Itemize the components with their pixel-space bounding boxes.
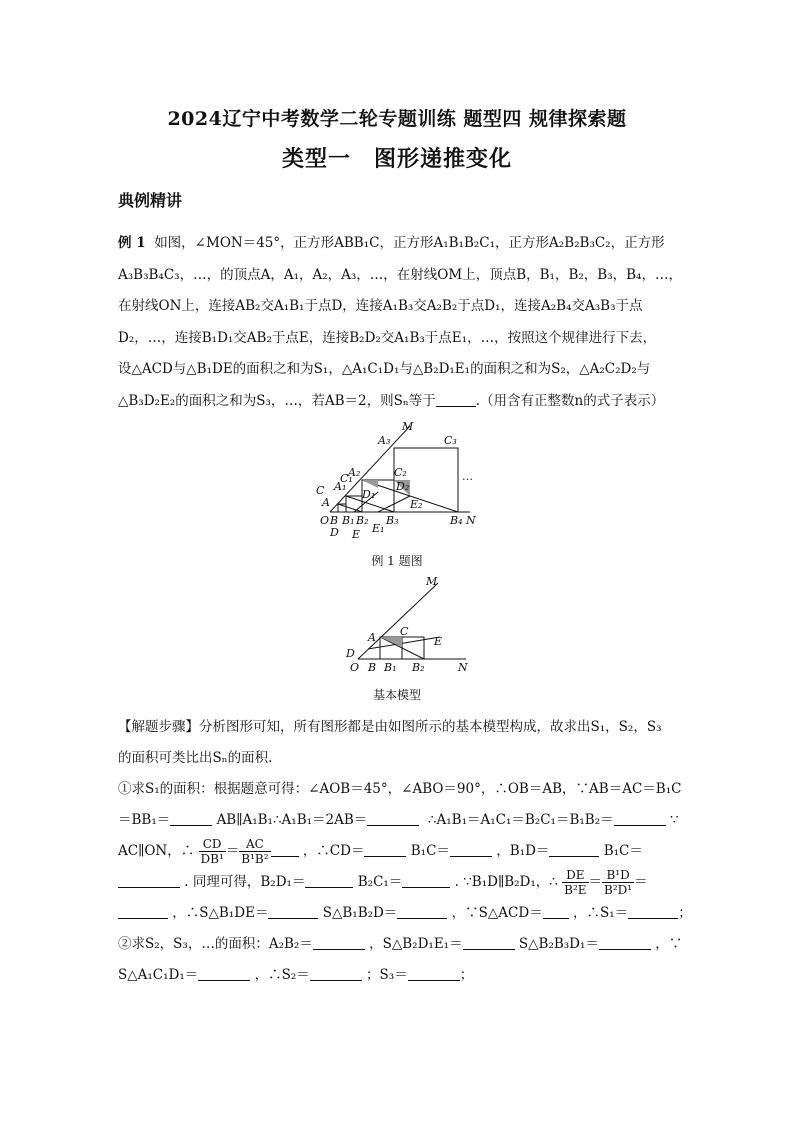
fig1-label-M: M [402,420,414,433]
fig1-label-B4: B₄ [450,514,463,527]
fig1-label-A: A [322,496,330,509]
figure-basic-model [340,575,480,675]
fig2-label-C: C [400,625,409,638]
blank-a2b2[interactable] [313,934,365,950]
blank-ratio[interactable] [271,841,299,857]
example-problem [118,228,682,417]
eq-sign-3: ＝ [634,874,648,890]
blank-s-a1c1d1[interactable] [198,965,250,981]
fig1-label-N: N [466,514,476,527]
fig2-label-B2: B₂ [412,661,425,674]
page-subtitle: 类型一 图形递推变化 [281,146,512,172]
fig1-label-O: O [320,514,330,527]
s1-text-i: B₁C＝ [603,843,643,859]
s2-text-a: ②求S₂，S₃，…的面积：A₂B₂＝ [118,936,313,952]
blank-cd-value[interactable] [450,841,492,857]
solution-lead: 【解题步骤】分析图形可知，所有图形都是由如图所示的基本模型构成，故求出S₁，S₂，S₃ [118,719,662,735]
frac1-den: DB¹ [200,852,224,866]
section-heading: 典例精讲 [118,191,183,210]
s1-text-o: ，∵S△ACD＝ [451,905,543,921]
blank-s-b1de[interactable] [268,903,318,919]
figure-example-1 [310,418,490,543]
fig2-label-N: N [458,661,468,674]
blank-cd[interactable] [364,841,406,857]
fig2-label-D: D [346,647,355,660]
fig1-label-E2: E₂ [410,498,423,511]
s1-text-e: AC∥ON，∴ [118,843,195,859]
solution-steps [118,712,692,991]
s1-text-c: ∴A₁B₁＝A₁C₁＝B₂C₁＝B₁B₂＝ [427,812,614,828]
example-line-7: .（用含有正整数n的式子表示） [475,392,665,409]
blank-s2[interactable] [310,965,362,981]
fig1-label-D2: D₂ [396,480,410,493]
s2-text-d: ，∵ [655,936,683,952]
page-title: 2024辽宁中考数学二轮专题训练 题型四 规律探索题 [167,108,627,130]
figure2-caption: 基本模型 [372,688,421,702]
fig1-label-C: C [316,484,325,497]
example-line-1: 如图，∠MON＝45°，正方形ABB₁C，正方形A₁B₁B₂C₁，正方形A₂B₂B₃C₂，正方形 [154,235,665,251]
fig1-label-D: D [330,526,339,539]
blank-s-b2d1e1[interactable] [463,934,515,950]
blank-b1d[interactable] [549,841,599,857]
fig1-label-C3: C₃ [444,434,457,447]
fig1-label-A2: A₂ [348,466,361,479]
blank-s-acd[interactable] [543,903,569,919]
semicolon-1: ； [678,905,692,921]
blank-s1[interactable] [628,903,678,919]
figure1-caption: 例 1 题图 [371,554,423,568]
fraction-cd-db1 [199,837,226,866]
example-line-3: 在射线ON上，连接AB₂交A₁B₁于点D，连接A₁B₃交A₂B₂于点D₁，连接A₂B₄交A₃B₃于点 [118,298,643,314]
fig2-label-E: E [434,635,443,648]
fig1-label-A1: A₁ [334,480,347,493]
frac2-num: AC [239,837,270,852]
fig2-label-O: O [350,661,360,674]
fig1-label-A3: A₃ [378,434,391,447]
blank-a1b1[interactable] [367,810,419,826]
fig1-label-B3: B₃ [386,514,399,527]
s2-text-e: S△A₁C₁D₁＝ [118,967,199,983]
frac2-den: B¹B² [241,852,269,866]
frac1-num: CD [199,837,226,852]
example-line-5: 设△ACD与△B₁DE的面积之和为S₁，△A₁C₁D₁与△B₂D₁E₁的面积之和为S₂，△A₂C₂D₂与 [118,361,651,377]
eq-sign-1: ＝ [225,843,240,859]
s1-text-d: ∵ [669,812,679,828]
s1-text-l: . ∵B₁D∥B₂D₁，∴ [454,874,558,890]
blank-b1d-value[interactable] [118,872,180,888]
frac3-num: DE [562,868,588,883]
blank-bb1[interactable] [170,810,212,826]
s1-text-h: ，B₁D＝ [496,843,550,859]
fig1-label-E: E [352,528,361,541]
fraction-ac-b1b2 [239,837,270,866]
blank-s-b2b3d1[interactable] [599,934,651,950]
s2-text-f: ，∴S₂＝ [254,967,310,983]
example-label: 例 1 [118,235,146,251]
fig2-label-A: A [368,631,376,644]
s2-text-c: S△B₂B₃D₁＝ [518,936,599,952]
blank-b2d1-value[interactable] [402,872,450,888]
blank-s3[interactable] [408,965,460,981]
fig1-label-C2: C₂ [394,466,407,479]
s2-text-b: ，S△B₂D₁E₁＝ [369,936,463,952]
fig2-label-B1: B₁ [384,661,397,674]
blank-b2d1[interactable] [305,872,353,888]
s1-text-b: AB∥A₁B₁∴A₁B₁＝2AB＝ [216,812,368,828]
eq-sign-2: ＝ [588,874,603,890]
s1-text-n: S△B₁B₂D＝ [322,905,398,921]
blank-s-b1b2d[interactable] [397,903,447,919]
fig1-label-E1: E₁ [372,522,385,535]
fig1-label-B2: B₂ [356,514,369,527]
blank-de-ratio[interactable] [118,903,168,919]
blank-b1b2[interactable] [614,810,666,826]
fig1-label-C1: C₁ [340,472,353,485]
fig1-label-B1: B₁ [342,514,355,527]
answer-blank[interactable] [436,391,476,407]
s1-intro: ①求S₁的面积：根据题意可得：∠AOB＝45°，∠ABO＝90°，∴OB＝AB，∵AB＝AC＝B₁C [118,781,682,797]
s1-text-j: . 同理可得，B₂D₁＝ [184,874,306,890]
solution-lead-2: 的面积可类比出Sₙ的面积. [118,750,273,766]
s1-text-g: B₁C＝ [410,843,450,859]
frac4-den: B²D¹ [604,883,633,897]
frac3-den: B²E [564,883,587,897]
fig1-label-ellipsis: … [462,470,473,483]
s1-text-m: ，∴S△B₁DE＝ [172,905,269,921]
s1-text-a: ＝BB₁＝ [118,812,171,828]
s1-text-f: ，∴CD＝ [302,843,365,859]
example-line-6: △B₃D₂E₂的面积之和为S₃，…，若AB＝2，则Sₙ等于 [118,392,436,409]
s2-text-g: ；S₃＝ [366,967,408,983]
fig2-label-M: M [426,575,438,588]
fraction-b1d-b2d1 [602,868,634,897]
frac4-num: B¹D [602,868,634,883]
semicolon-2: ； [459,967,474,983]
fig2-label-B: B [368,661,377,674]
fig1-label-B: B [330,514,339,527]
s1-text-k: B₂C₁＝ [357,874,403,890]
s1-text-p: ，∴S₁＝ [573,905,629,921]
fraction-de-b2e [562,868,588,897]
example-line-4: D₂，…，连接B₁D₁交AB₂于点E，连接B₂D₂交A₁B₃于点E₁，…，按照这个规律进行下去， [118,329,657,346]
example-line-2: A₃B₃B₄C₃，…，的顶点A，A₁，A₂，A₃，…，在射线OM上，顶点B，B₁，B₂，B₃，B₄，…， [118,266,682,283]
fig1-label-D1: D₁ [362,488,376,501]
